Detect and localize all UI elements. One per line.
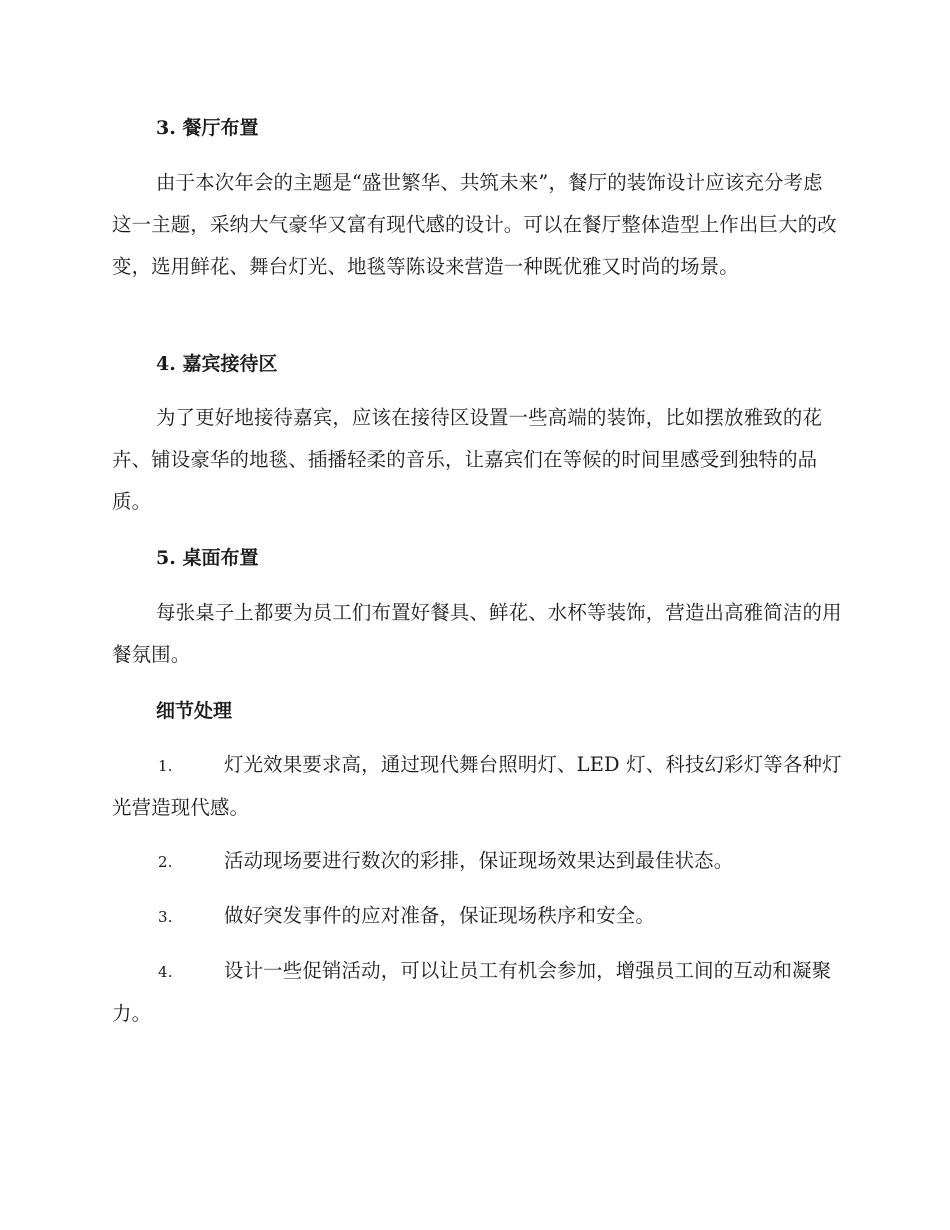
detail-item-1	[112, 744, 842, 829]
detail-item-2	[112, 840, 842, 883]
detail-item-number: 1.	[158, 757, 173, 775]
detail-item-text: 活动现场要进行数次的彩排，保证现场效果达到最佳状态。	[224, 849, 734, 872]
section-heading-restaurant: 3. 餐厅布置	[156, 117, 259, 139]
detail-item-text: 做好突发事件的应对准备，保证现场秩序和安全。	[224, 904, 655, 927]
section-heading-reception: 4. 嘉宾接待区	[156, 353, 278, 375]
detail-item-text: 灯光效果要求高，通过现代舞台照明灯、LED 灯、科技幻彩灯等各种灯光营造现代感。	[112, 753, 842, 819]
details-heading: 细节处理	[156, 700, 233, 722]
detail-item-3	[112, 895, 842, 938]
section-body-restaurant: 由于本次年会的主题是“盛世繁华、共筑未来”，餐厅的装饰设计应该充分考虑这一主题，采纳大气豪华又富有现代感的设计。可以在餐厅整体造型上作出巨大的改变，选用鲜花、舞台灯光、地毯等陈设来营造一种既优雅又时尚的场景。	[112, 171, 837, 278]
detail-item-number: 4.	[158, 963, 173, 981]
section-body-reception: 为了更好地接待嘉宾，应该在接待区设置一些高端的装饰，比如摆放雅致的花卉、铺设豪华的地毯、插播轻柔的音乐，让嘉宾们在等候的时间里感受到独特的品质。	[112, 406, 823, 513]
detail-item-number: 3.	[158, 908, 173, 926]
detail-item-4	[112, 950, 842, 1035]
section-body-table: 每张桌子上都要为员工们布置好餐具、鲜花、水杯等装饰，营造出高雅简洁的用餐氛围。	[112, 601, 842, 666]
detail-item-number: 2.	[158, 853, 173, 871]
section-heading-table: 5. 桌面布置	[156, 547, 259, 569]
detail-item-text: 设计一些促销活动，可以让员工有机会参加，增强员工间的互动和凝聚力。	[112, 959, 832, 1025]
